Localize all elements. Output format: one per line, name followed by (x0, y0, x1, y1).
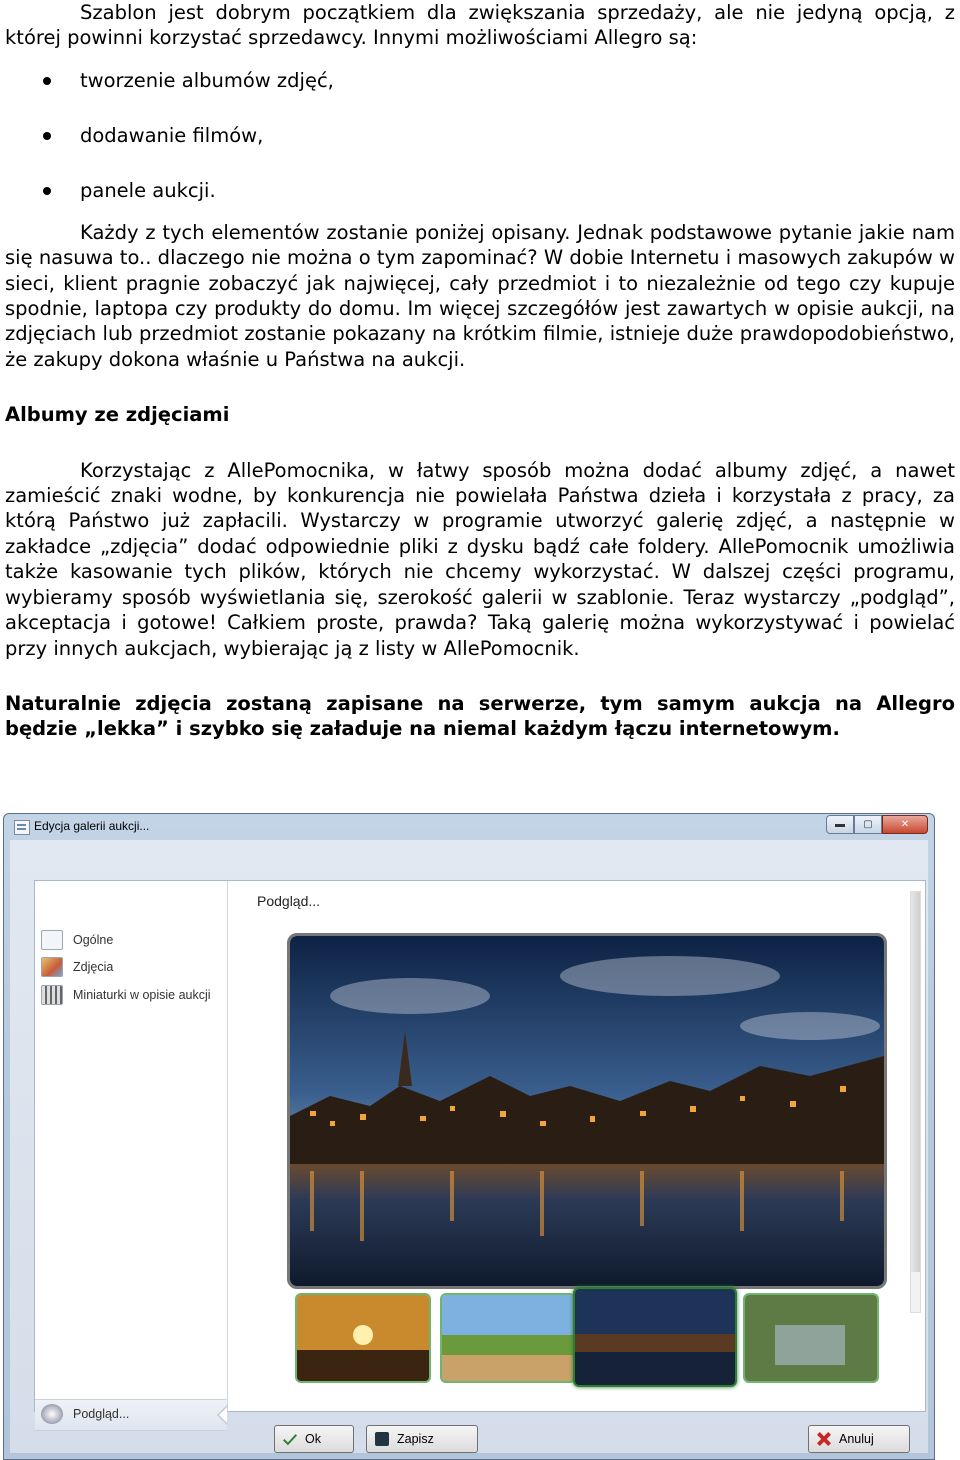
thumbnail-night-city[interactable] (573, 1287, 737, 1387)
checkmark-icon (283, 1432, 297, 1446)
bullet-icon (43, 132, 51, 140)
close-button[interactable]: ✕ (882, 815, 928, 834)
cancel-icon (817, 1432, 831, 1446)
sidebar (35, 881, 228, 1421)
gallery-edit-window (3, 813, 935, 1460)
options-list (5, 53, 955, 218)
thumbnail-strip (295, 1293, 875, 1383)
preview-title: Podgląd... (257, 893, 321, 909)
document-body (5, 0, 955, 742)
sidebar-item-general[interactable]: Ogólne (41, 929, 113, 951)
floppy-icon (375, 1432, 389, 1446)
window-title: Edycja galerii aukcji... (34, 819, 150, 833)
cancel-button[interactable]: Anuluj (808, 1425, 910, 1453)
scrollbar-thumb[interactable] (911, 892, 920, 1272)
section-heading: Albumy ze zdjęciami (5, 403, 230, 427)
thumbnails-icon (41, 985, 63, 1005)
sidebar-item-thumbnails[interactable]: Miniaturki w opisie aukcji (41, 984, 211, 1006)
sidebar-item-preview-label[interactable]: Podgląd... (41, 1403, 129, 1425)
bold-paragraph: Naturalnie zdjęcia zostaną zapisane na serwerze, tym samym aukcja na Allegro będzie „lekka” i szybko się załaduje na niemal każdym łączu internetowym. (5, 691, 955, 741)
thumbnail-sunset[interactable] (295, 1293, 431, 1383)
ok-button[interactable]: Ok (274, 1425, 354, 1453)
thumbnail-river[interactable] (743, 1293, 879, 1383)
app-icon (14, 820, 30, 835)
document-icon (41, 930, 63, 950)
thumbnail-meadow[interactable] (440, 1293, 576, 1383)
night-city-photo (290, 936, 884, 1286)
third-paragraph: Korzystając z AllePomocnika, w łatwy sposób można dodać albumy zdjęć, a nawet zamieścić znaki wodne, by konkurencja nie powielała Państwa dzieła i korzystała z pracy, za którą Państwo już zapłacili. Wystarczy w programie utworzyć galerię zdjęć, a następnie w zakładce „zdjęcia” dodać odpowiednie pliki z dysku bądź całe foldery. AllePomocnik umożliwia także kasowanie tych plików, których nie chcemy wykorzystać. W dalszej części programu, wybieramy sposób wyświetlania się, szerokość galerii w szablonie. Teraz wystarczy „podgląd”, akceptacja i gotowe! Całkiem proste, prawda? Taką galerię można wykorzystywać i powielać przy innych aukcjach, wybierając ją z listy w AllePomocnik. (5, 458, 955, 660)
magnifier-icon (41, 1404, 63, 1424)
window-titlebar[interactable] (4, 814, 934, 840)
button-bar (10, 1425, 928, 1455)
window-client (10, 840, 928, 1453)
minimize-button[interactable]: ▬ (826, 815, 854, 834)
photos-icon (41, 957, 63, 977)
list-item: panele aukcji. (5, 163, 955, 218)
sidebar-item-photos[interactable]: Zdjęcia (41, 956, 113, 978)
list-item: dodawanie filmów, (5, 108, 955, 163)
scrollbar[interactable] (910, 891, 921, 1313)
window-controls (826, 815, 928, 834)
intro-paragraph: Szablon jest dobrym początkiem dla zwiększania sprzedaży, ale nie jedyną opcją, z której powinni korzystać sprzedawcy. Innymi możliwościami Allegro są: (5, 1, 955, 50)
bullet-icon (43, 77, 51, 85)
second-paragraph: Każdy z tych elementów zostanie poniżej opisany. Jednak podstawowe pytanie jakie nam się nasuwa to.. dlaczego nie można o tym zapominać? W dobie Internetu i masowych zakupów w sieci, klient pragnie zobaczyć jak najwięcej, cały przedmiot i to niezależnie od tego czy kupuje spodnie, laptopa czy produkty do domu. Im więcej szczegółów jest zawartych w opisie aukcji, na zdjęciach lub przedmiot zostanie pokazany na krótkim filmie, istnieje duże prawdopodobieństwo, że zakupy dokona właśnie u Państwa na aukcji. (5, 220, 955, 371)
preview-panel (34, 880, 926, 1421)
list-item: tworzenie albumów zdjęć, (5, 53, 955, 108)
save-button[interactable]: Zapisz (366, 1425, 478, 1453)
maximize-button[interactable]: ▢ (854, 815, 882, 834)
bullet-icon (43, 187, 51, 195)
main-gallery-photo (287, 933, 887, 1289)
